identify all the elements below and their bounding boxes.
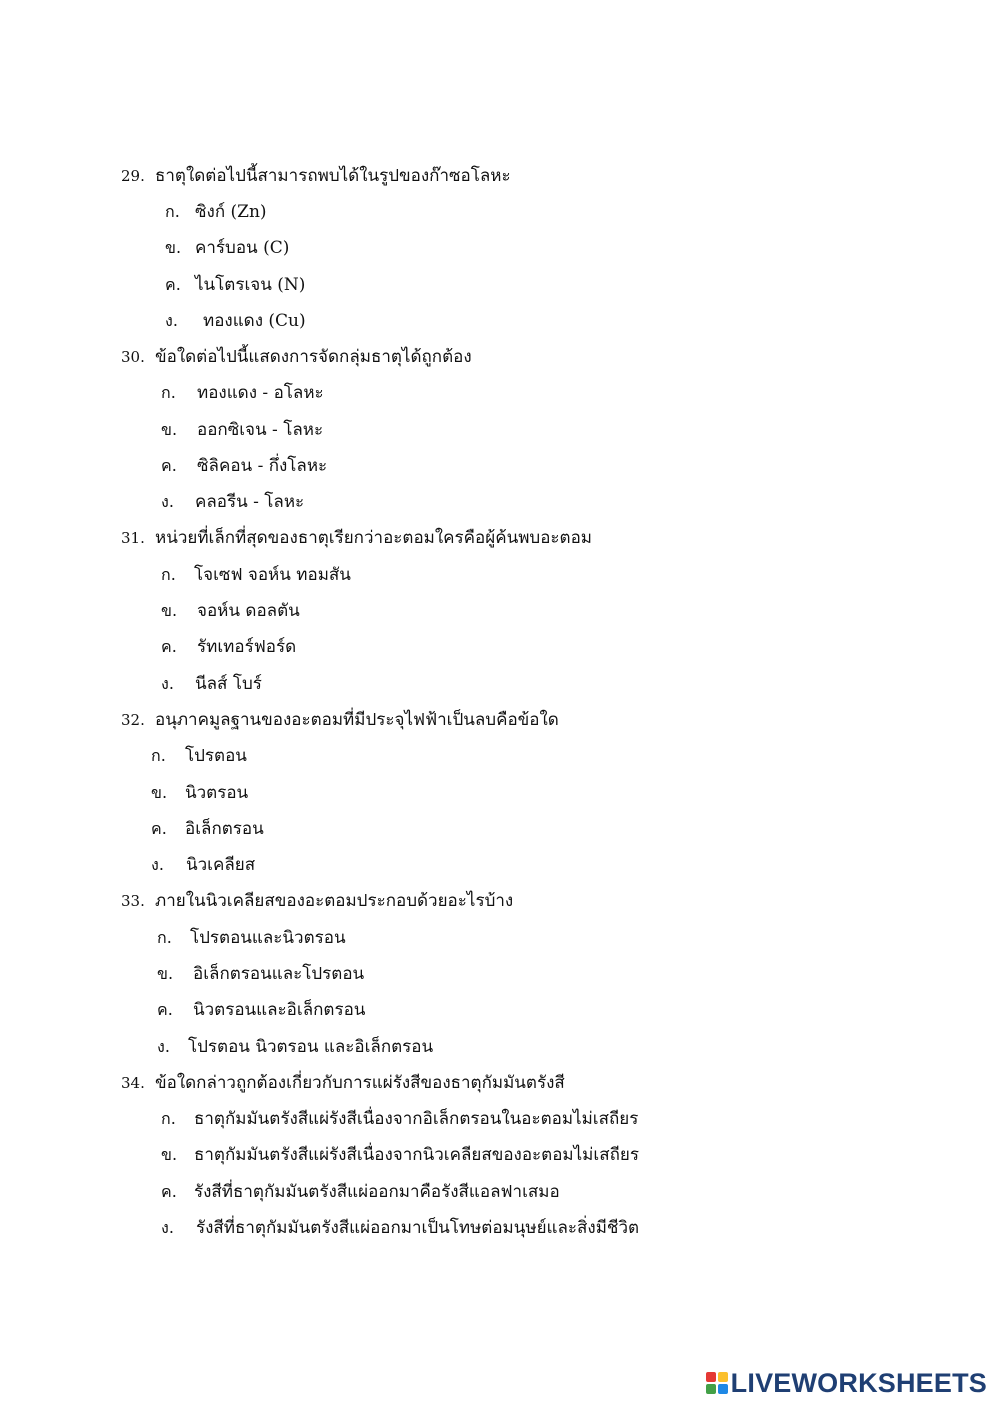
option-text: ซิงก์ (Zn) [195, 202, 267, 222]
option-32-c[interactable] [151, 817, 264, 841]
question-text: อนุภาคมูลฐานของอะตอมที่มีประจุไฟฟ้าเป็นลบคือข้อใด [155, 710, 559, 730]
option-letter: ข. [165, 238, 182, 257]
option-letter: ค. [165, 275, 181, 294]
option-text: ทองแดง - อโลหะ [197, 383, 324, 403]
question-number: 31. [121, 529, 145, 547]
option-33-c[interactable] [157, 998, 365, 1022]
option-letter: ค. [161, 1182, 177, 1201]
option-29-b[interactable] [165, 236, 289, 260]
option-34-b[interactable] [161, 1143, 639, 1167]
option-text: ไนโตรเจน (N) [195, 275, 306, 295]
option-text: คาร์บอน (C) [195, 238, 290, 258]
logo-square-green [706, 1384, 716, 1394]
option-text: รังสีที่ธาตุกัมมันตรังสีแผ่ออกมาคือรังสีแอลฟาเสมอ [194, 1182, 560, 1202]
option-letter: ค. [151, 819, 167, 838]
logo-square-red [706, 1372, 716, 1382]
option-text: อิเล็กตรอน [185, 819, 264, 839]
liveworksheets-logo-icon [706, 1372, 728, 1394]
question-text: ข้อใดต่อไปนี้แสดงการจัดกลุ่มธาตุได้ถูกต้อง [155, 347, 472, 367]
option-29-a[interactable] [165, 200, 267, 224]
option-text: นิวตรอนและอิเล็กตรอน [193, 1000, 366, 1020]
option-letter: ก. [161, 383, 176, 402]
logo-text: LIVEWORKSHEETS [730, 1367, 987, 1398]
question-text: หน่วยที่เล็กที่สุดของธาตุเรียกว่าอะตอมใครคือผู้ค้นพบอะตอม [155, 528, 592, 548]
option-letter: ง. [165, 311, 178, 330]
question-text: ภายในนิวเคลียสของอะตอมประกอบด้วยอะไรบ้าง [155, 891, 514, 911]
option-letter: ข. [161, 1145, 178, 1164]
option-letter: ก. [157, 928, 172, 947]
option-30-c[interactable] [161, 454, 327, 478]
option-text: นีลส์ โบร์ [195, 674, 262, 694]
option-text: โปรตอน นิวตรอน และอิเล็กตรอน [188, 1037, 434, 1057]
question-30 [121, 345, 472, 369]
option-33-b[interactable] [157, 962, 364, 986]
option-32-d[interactable] [151, 853, 255, 877]
question-text: ธาตุใดต่อไปนี้สามารถพบได้ในรูปของก๊าซอโลหะ [155, 166, 511, 186]
option-34-d[interactable] [161, 1216, 639, 1240]
question-number: 30. [121, 348, 145, 366]
question-text: ข้อใดกล่าวถูกต้องเกี่ยวกับการแผ่รังสีของธาตุกัมมันตรังสี [155, 1073, 565, 1093]
liveworksheets-logo[interactable] [706, 1363, 987, 1403]
option-letter: ง. [151, 855, 164, 874]
option-text: ธาตุกัมมันตรังสีแผ่รังสีเนื่องจากอิเล็กตรอนในอะตอมไม่เสถียร [194, 1109, 639, 1129]
question-33 [121, 889, 513, 913]
option-33-d[interactable] [157, 1035, 433, 1059]
option-letter: ง. [161, 492, 174, 511]
option-text: โปรตอนและนิวตรอน [190, 928, 346, 948]
option-letter: ก. [165, 202, 180, 221]
option-letter: ข. [151, 783, 168, 802]
option-text: โจเซฟ จอห์น ทอมสัน [194, 565, 351, 585]
option-34-a[interactable] [161, 1107, 638, 1131]
option-letter: ค. [161, 637, 177, 656]
question-number: 29. [121, 167, 145, 185]
question-32 [121, 708, 559, 732]
option-30-a[interactable] [161, 381, 324, 405]
option-31-d[interactable] [161, 672, 262, 696]
option-30-d[interactable] [161, 490, 304, 514]
logo-square-yellow [718, 1372, 728, 1382]
option-letter: ง. [161, 1218, 174, 1237]
option-letter: ง. [157, 1037, 170, 1056]
option-letter: ข. [161, 420, 178, 439]
question-number: 32. [121, 711, 145, 729]
option-32-b[interactable] [151, 781, 248, 805]
option-33-a[interactable] [157, 926, 346, 950]
option-text: โปรตอน [185, 746, 247, 766]
option-text: ซิลิคอน - กึ่งโลหะ [197, 456, 328, 476]
question-34 [121, 1071, 565, 1095]
option-letter: ข. [157, 964, 174, 983]
option-letter: ข. [161, 601, 178, 620]
option-31-c[interactable] [161, 635, 296, 659]
question-29 [121, 164, 511, 188]
option-text: ออกซิเจน - โลหะ [197, 420, 324, 440]
logo-square-blue [718, 1384, 728, 1394]
question-number: 34. [121, 1074, 145, 1092]
option-32-a[interactable] [151, 744, 247, 768]
option-29-d[interactable] [165, 309, 306, 333]
option-letter: ก. [151, 746, 166, 765]
option-31-b[interactable] [161, 599, 300, 623]
option-text: นิวตรอน [185, 783, 249, 803]
question-31 [121, 526, 592, 550]
option-text: รังสีที่ธาตุกัมมันตรังสีแผ่ออกมาเป็นโทษต่อมนุษย์และสิ่งมีชีวิต [196, 1218, 640, 1238]
option-31-a[interactable] [161, 563, 351, 587]
option-29-c[interactable] [165, 273, 305, 297]
question-number: 33. [121, 892, 145, 910]
option-34-c[interactable] [161, 1180, 560, 1204]
option-30-b[interactable] [161, 418, 323, 442]
option-text: นิวเคลียส [186, 855, 256, 875]
option-letter: ก. [161, 1109, 176, 1128]
option-text: อิเล็กตรอนและโปรตอน [193, 964, 365, 984]
option-letter: ค. [157, 1000, 173, 1019]
option-text: คลอรีน - โลหะ [195, 492, 305, 512]
option-text: ทองแดง (Cu) [203, 311, 306, 331]
option-letter: ค. [161, 456, 177, 475]
option-letter: ก. [161, 565, 176, 584]
option-text: จอห์น ดอลตัน [197, 601, 300, 621]
option-letter: ง. [161, 674, 174, 693]
option-text: ธาตุกัมมันตรังสีแผ่รังสีเนื่องจากนิวเคลียสของอะตอมไม่เสถียร [194, 1145, 639, 1165]
option-text: รัทเทอร์ฟอร์ด [197, 637, 297, 657]
